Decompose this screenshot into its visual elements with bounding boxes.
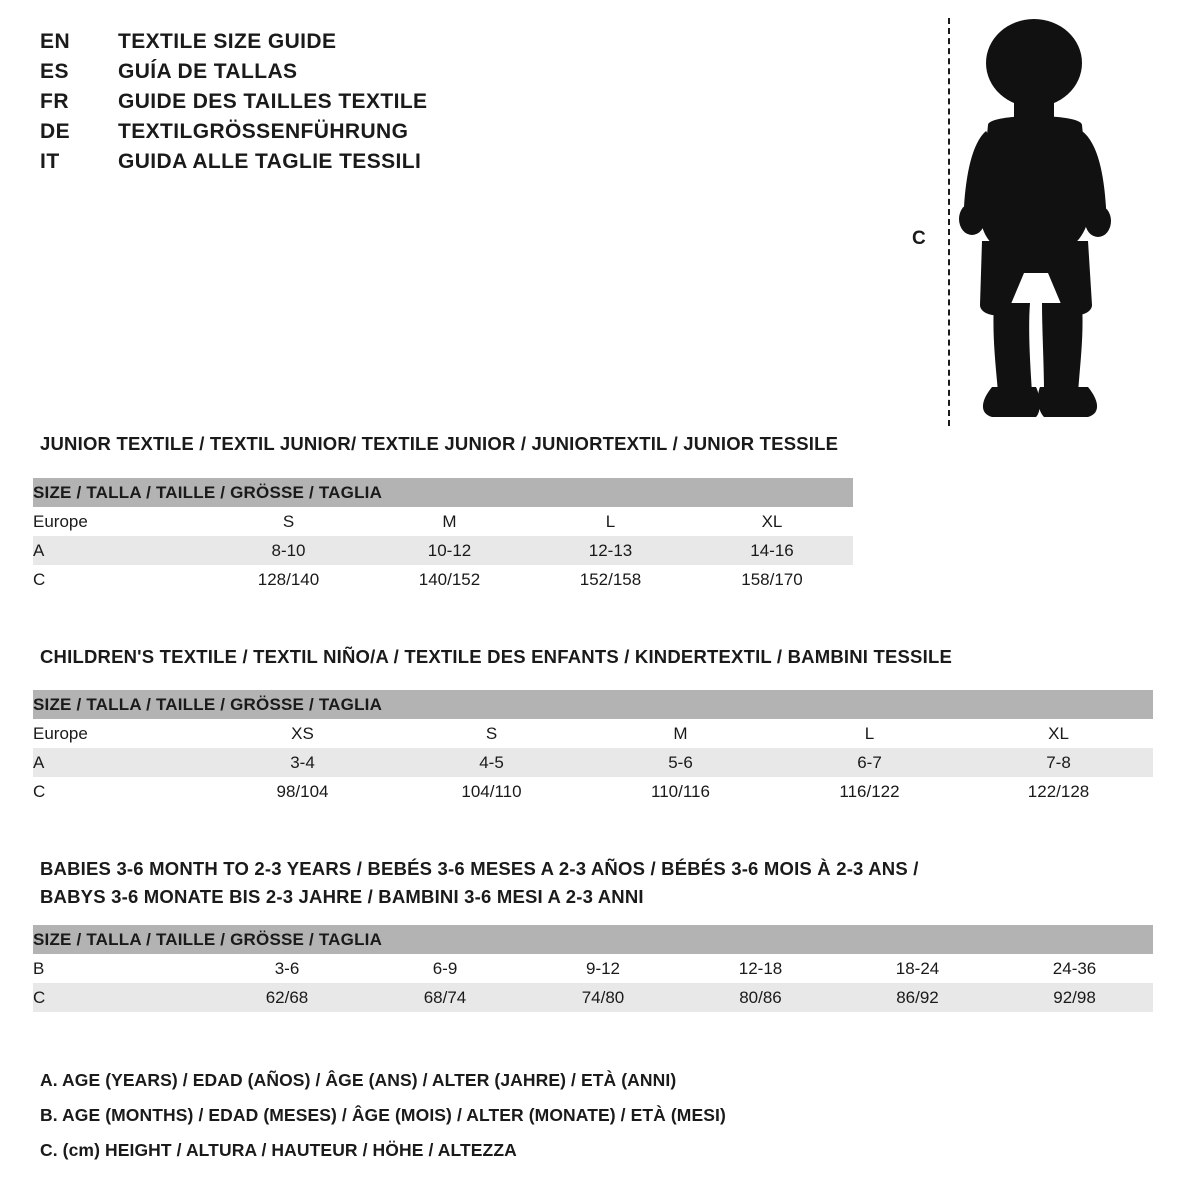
children-row-c-v4: 122/128 bbox=[964, 777, 1153, 806]
language-row-de bbox=[40, 120, 600, 150]
language-code-de: DE bbox=[40, 120, 71, 143]
language-title-es: GUÍA DE TALLAS bbox=[118, 60, 298, 83]
babies-row-c-v0: 62/68 bbox=[208, 983, 366, 1012]
children-row-a-label: A bbox=[33, 748, 208, 777]
table-row bbox=[33, 719, 1153, 748]
language-title-fr: GUIDE DES TAILLES TEXTILE bbox=[118, 90, 428, 113]
table-row bbox=[33, 507, 853, 536]
children-row-c-label: C bbox=[33, 777, 208, 806]
language-title-en: TEXTILE SIZE GUIDE bbox=[118, 30, 337, 53]
babies-table-band-row bbox=[33, 925, 1153, 954]
junior-table-band-label: SIZE / TALLA / TAILLE / GRÖSSE / TAGLIA bbox=[33, 478, 853, 507]
legend-line-a: A. AGE (YEARS) / EDAD (AÑOS) / ÂGE (ANS) / ALTER (JAHRE) / ETÀ (ANNI) bbox=[40, 1070, 677, 1090]
children-row-c-v3: 116/122 bbox=[775, 777, 964, 806]
language-row-fr bbox=[40, 90, 600, 120]
junior-row-europe-v2: L bbox=[530, 507, 691, 536]
junior-row-c-v0: 128/140 bbox=[208, 565, 369, 594]
children-section-title: CHILDREN'S TEXTILE / TEXTIL NIÑO/A / TEXTILE DES ENFANTS / KINDERTEXTIL / BAMBINI TESSILE bbox=[40, 646, 952, 667]
junior-table-band-row bbox=[33, 478, 853, 507]
babies-row-b-v3: 12-18 bbox=[682, 954, 839, 983]
children-table-band-row bbox=[33, 690, 1153, 719]
children-row-europe-v3: L bbox=[775, 719, 964, 748]
height-measurement-figure bbox=[890, 10, 1150, 430]
children-row-c-v0: 98/104 bbox=[208, 777, 397, 806]
junior-row-c-v2: 152/158 bbox=[530, 565, 691, 594]
junior-row-europe-v1: M bbox=[369, 507, 530, 536]
language-title-de: TEXTILGRÖSSENFÜHRUNG bbox=[118, 120, 409, 143]
junior-section-title: JUNIOR TEXTILE / TEXTIL JUNIOR/ TEXTILE JUNIOR / JUNIORTEXTIL / JUNIOR TESSILE bbox=[40, 433, 839, 454]
child-silhouette-icon bbox=[952, 15, 1132, 430]
table-row bbox=[33, 536, 853, 565]
table-row bbox=[33, 565, 853, 594]
babies-row-c-label: C bbox=[33, 983, 208, 1012]
language-row-it bbox=[40, 150, 600, 180]
children-row-europe-v1: S bbox=[397, 719, 586, 748]
children-row-a-v3: 6-7 bbox=[775, 748, 964, 777]
children-row-europe-v0: XS bbox=[208, 719, 397, 748]
language-row-en bbox=[40, 30, 600, 60]
junior-row-a-v2: 12-13 bbox=[530, 536, 691, 565]
babies-row-b-v0: 3-6 bbox=[208, 954, 366, 983]
legend-line-b: B. AGE (MONTHS) / EDAD (MESES) / ÂGE (MOIS) / ALTER (MONATE) / ETÀ (MESI) bbox=[40, 1105, 726, 1125]
babies-row-b-label: B bbox=[33, 954, 208, 983]
legend-line-c-prefix: C. bbox=[40, 1140, 58, 1160]
children-row-c-v1: 104/110 bbox=[397, 777, 586, 806]
language-code-fr: FR bbox=[40, 90, 69, 113]
legend-line-c bbox=[40, 1135, 517, 1165]
language-header-block bbox=[40, 30, 600, 180]
babies-size-table bbox=[33, 925, 1153, 1012]
table-row bbox=[33, 983, 1153, 1012]
children-table-band-label: SIZE / TALLA / TAILLE / GRÖSSE / TAGLIA bbox=[33, 690, 1153, 719]
junior-row-c-label: C bbox=[33, 565, 208, 594]
junior-row-a-v3: 14-16 bbox=[691, 536, 853, 565]
babies-row-b-v5: 24-36 bbox=[996, 954, 1153, 983]
children-row-c-v2: 110/116 bbox=[586, 777, 775, 806]
junior-row-europe-v0: S bbox=[208, 507, 369, 536]
children-row-a-v4: 7-8 bbox=[964, 748, 1153, 777]
height-dashed-line bbox=[948, 18, 950, 426]
junior-row-europe-v3: XL bbox=[691, 507, 853, 536]
babies-row-c-v1: 68/74 bbox=[366, 983, 524, 1012]
babies-row-c-v3: 80/86 bbox=[682, 983, 839, 1012]
junior-row-a-v0: 8-10 bbox=[208, 536, 369, 565]
language-title-it: GUIDA ALLE TAGLIE TESSILI bbox=[118, 150, 422, 173]
language-row-es bbox=[40, 60, 600, 90]
junior-row-c-v3: 158/170 bbox=[691, 565, 853, 594]
babies-row-c-v4: 86/92 bbox=[839, 983, 996, 1012]
children-row-a-v0: 3-4 bbox=[208, 748, 397, 777]
junior-row-c-v1: 140/152 bbox=[369, 565, 530, 594]
babies-row-b-v2: 9-12 bbox=[524, 954, 682, 983]
children-row-europe-label: Europe bbox=[33, 719, 208, 748]
babies-section-title-line1: BABIES 3-6 MONTH TO 2-3 YEARS / BEBÉS 3-6 MESES A 2-3 AÑOS / BÉBÉS 3-6 MOIS À 2-3 ANS / bbox=[40, 858, 919, 879]
table-row bbox=[33, 748, 1153, 777]
children-row-europe-v2: M bbox=[586, 719, 775, 748]
junior-row-a-v1: 10-12 bbox=[369, 536, 530, 565]
height-measure-label: C bbox=[912, 228, 926, 249]
babies-table-band-label: SIZE / TALLA / TAILLE / GRÖSSE / TAGLIA bbox=[33, 925, 1153, 954]
children-row-europe-v4: XL bbox=[964, 719, 1153, 748]
language-code-en: EN bbox=[40, 30, 71, 53]
table-row bbox=[33, 777, 1153, 806]
babies-row-b-v1: 6-9 bbox=[366, 954, 524, 983]
children-row-a-v1: 4-5 bbox=[397, 748, 586, 777]
legend-line-c-rest: HEIGHT / ALTURA / HAUTEUR / HÖHE / ALTEZZA bbox=[105, 1140, 517, 1160]
babies-section-title-line2: BABYS 3-6 MONATE BIS 2-3 JAHRE / BAMBINI 3-6 MESI A 2-3 ANNI bbox=[40, 886, 644, 907]
babies-row-c-v5: 92/98 bbox=[996, 983, 1153, 1012]
language-code-it: IT bbox=[40, 150, 60, 173]
table-row bbox=[33, 954, 1153, 983]
language-code-es: ES bbox=[40, 60, 70, 83]
babies-row-b-v4: 18-24 bbox=[839, 954, 996, 983]
junior-row-a-label: A bbox=[33, 536, 208, 565]
legend-line-c-unit: (cm) bbox=[62, 1140, 101, 1160]
children-row-a-v2: 5-6 bbox=[586, 748, 775, 777]
babies-row-c-v2: 74/80 bbox=[524, 983, 682, 1012]
junior-size-table bbox=[33, 478, 853, 594]
children-size-table bbox=[33, 690, 1153, 806]
junior-row-europe-label: Europe bbox=[33, 507, 208, 536]
